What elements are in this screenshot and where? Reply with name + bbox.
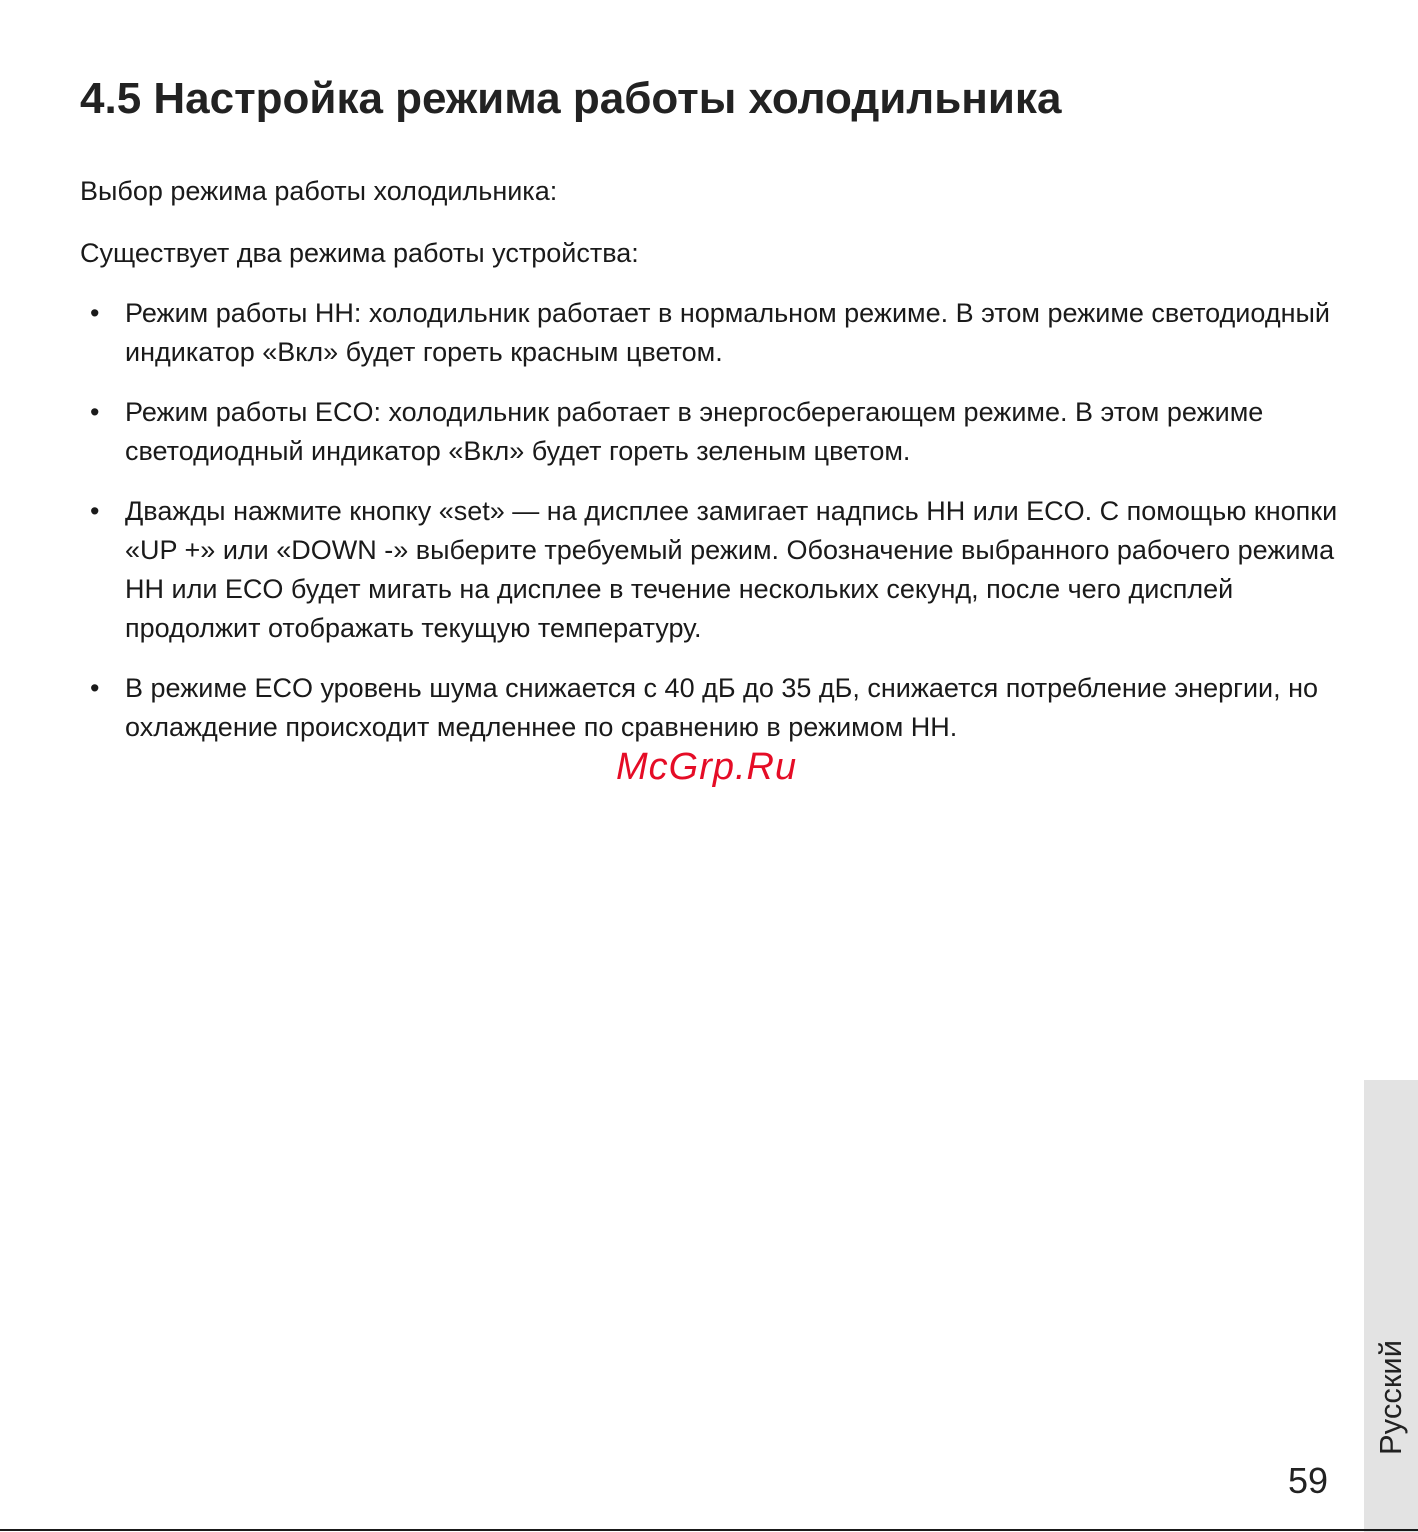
intro-line-two-modes: Существует два режима работы устройства: — [80, 238, 639, 268]
list-item-hh-mode — [80, 294, 1355, 372]
list-item-text: Дважды нажмите кнопку «set» — на дисплее замигает надпись HH или ECO. С помощью кнопки «UP +» или «DOWN -» выберите требуемый режим. Обозначение выбранного рабочего режима HH или ECO будет мигать на дисплее в течение нескольких секунд, после чего дисплей продолжит отображать текущую температуру. — [125, 496, 1338, 643]
list-item-set-button-instructions — [80, 492, 1355, 648]
bullet-glyph: • — [90, 496, 100, 526]
intro-line-mode-choice: Выбор режима работы холодильника: — [80, 176, 558, 206]
mode-bullet-list — [80, 294, 1355, 768]
list-item-text: Режим работы HH: холодильник работает в нормальном режиме. В этом режиме светодиодный индикатор «Вкл» будет гореть красным цветом. — [125, 298, 1330, 367]
bullet-glyph: • — [90, 397, 100, 427]
page-number: 59 — [1288, 1460, 1329, 1501]
language-tab-label: Русский — [1373, 1339, 1408, 1455]
bottom-divider — [0, 1529, 1418, 1531]
list-item-text: В режиме ECO уровень шума снижается с 40 дБ до 35 дБ, снижается потребление энергии, но охлаждение происходит медленнее по сравнению в режимом HH. — [125, 673, 1319, 742]
list-item-eco-mode — [80, 393, 1355, 471]
page-title: 4.5 Настройка режима работы холодильника — [80, 74, 1062, 123]
list-item-eco-noise-note — [80, 669, 1355, 747]
watermark-logo: McGrp.Ru — [616, 746, 798, 788]
bullet-glyph: • — [90, 673, 100, 703]
bullet-glyph: • — [90, 298, 100, 328]
list-item-text: Режим работы ECO: холодильник работает в энергосберегающем режиме. В этом режиме светодиодный индикатор «Вкл» будет гореть зеленым цветом. — [125, 397, 1264, 466]
